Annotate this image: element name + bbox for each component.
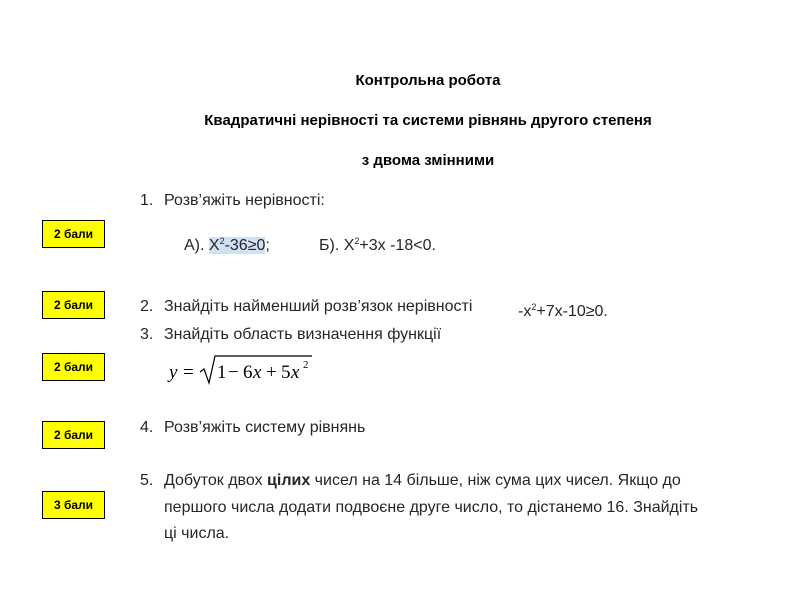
document-subtitle-line1: Квадратичні нерівності та системи рівнянь другого степеня — [204, 112, 652, 129]
points-badge-q3: 2 бали — [42, 353, 105, 381]
points-badge-q1: 2 бали — [42, 220, 105, 248]
question-number: 5. — [140, 472, 154, 489]
question-5-line3: ці числа. — [164, 525, 230, 542]
bold-word: цілих — [267, 472, 311, 489]
formula-op: + — [266, 362, 277, 383]
formula-var: x — [291, 362, 300, 383]
points-badge-q2: 2 бали — [42, 291, 105, 319]
question-text: Розв’яжіть систему рівнянь — [164, 419, 366, 436]
domain-formula — [165, 350, 325, 386]
question-1-part-a: А). $Х^2-36\ge 0$; — [184, 236, 270, 254]
question-5-line2: першого числа додати подвоєне друге число, то дістанемо 16. Знайдіть — [164, 498, 699, 516]
formula-term: 1 — [217, 362, 227, 383]
highlighted-inequality[interactable]: $Х^2-36\ge 0$ — [208, 236, 266, 254]
formula-var: x — [253, 362, 262, 383]
question-text: Знайдіть область визначення функції — [164, 326, 442, 343]
formula-equals: = — [183, 362, 194, 383]
question-2-expression: $-х^2+7х-10\ge 0$. — [518, 302, 608, 320]
formula-term: 6 — [243, 362, 253, 383]
points-badge-q5: 3 бали — [42, 491, 105, 519]
part-label: Б). — [319, 237, 344, 254]
question-5-line1: Добуток двох цілих чисел на 14 більше, ніж сума цих чисел. Якщо до — [164, 472, 681, 489]
question-1-part-b: Б). $Х^2+3х$ -18<0. — [319, 236, 436, 254]
points-badge-q4: 2 бали — [42, 421, 105, 449]
question-number: 2. — [140, 298, 154, 315]
document-title: Контрольна робота — [355, 72, 501, 89]
question-text: Розв’яжіть нерівності: — [164, 192, 325, 209]
formula-exponent: 2 — [303, 359, 309, 371]
question-number: 1. — [140, 192, 154, 209]
question-text: Знайдіть найменший розв’язок нерівності — [164, 298, 473, 315]
formula-y: y — [169, 362, 178, 383]
formula-term: 5 — [281, 362, 291, 383]
formula-op: − — [228, 362, 239, 383]
question-number: 3. — [140, 326, 154, 343]
question-number: 4. — [140, 419, 154, 436]
part-label: А). — [184, 237, 209, 254]
document-subtitle-line2: з двома змінними — [361, 152, 495, 169]
question-5-text — [164, 468, 764, 548]
